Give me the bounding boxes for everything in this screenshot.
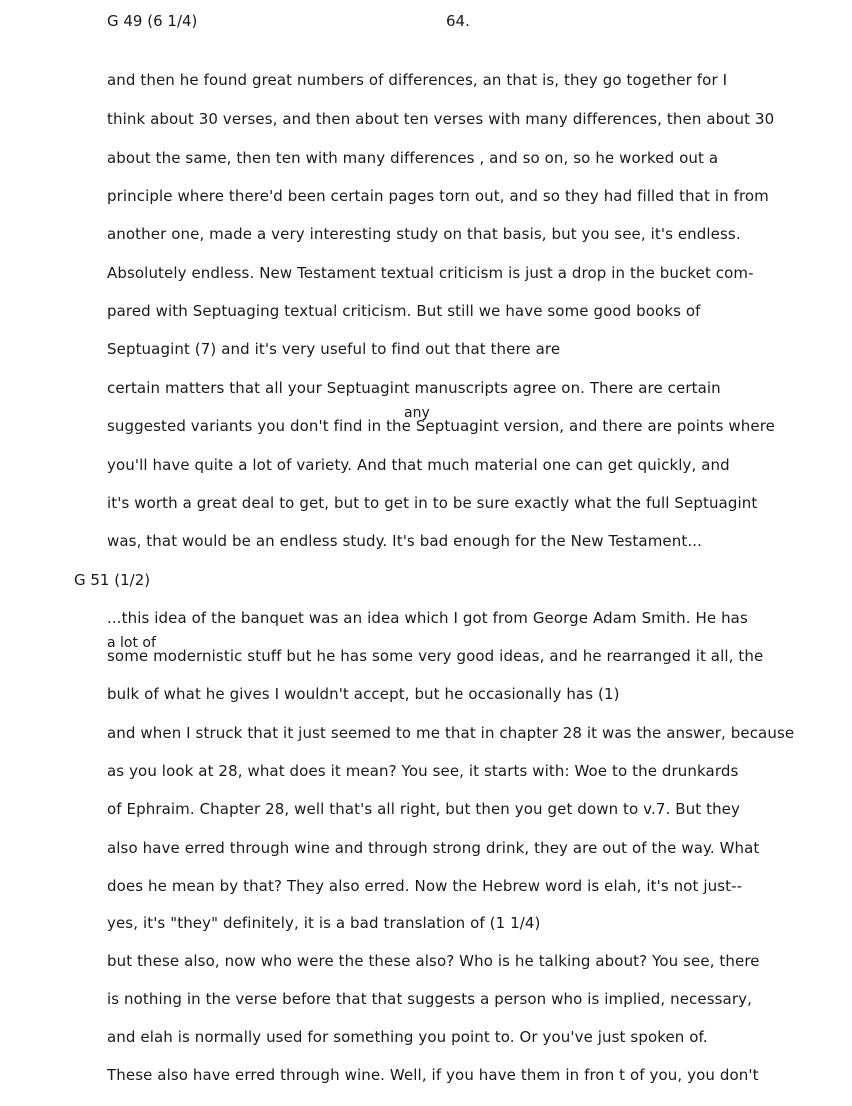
- inserted-words: a lot of: [107, 635, 156, 651]
- text-line: These also have erred through wine. Well, if you have them in fron t of you, you don't: [107, 1066, 759, 1084]
- text-line: and then he found great numbers of differences, an that is, they go together for I: [107, 71, 728, 89]
- text-line: yes, it's "they" definitely, it is a bad translation of (1 1/4): [107, 914, 541, 932]
- text-line: certain matters that all your Septuagint manuscripts agree on. There are certain: [107, 379, 721, 397]
- text-line: and elah is normally used for something you point to. Or you've just spoken of.: [107, 1028, 708, 1046]
- text-line: pared with Septuaging textual criticism. But still we have some good books of: [107, 302, 701, 320]
- text-line: Septuagint (7) and it's very useful to find out that there are: [107, 340, 561, 358]
- section-label: G 51 (1/2): [74, 571, 151, 589]
- text-line: is nothing in the verse before that that suggests a person who is implied, necessary,: [107, 990, 752, 1008]
- page-number: 64.: [446, 12, 470, 30]
- text-line: some modernistic stuff but he has some very good ideas, and he rearranged it all, the: [107, 647, 764, 665]
- text-line: you'll have quite a lot of variety. And that much material one can get quickly, and: [107, 456, 730, 474]
- text-line: Absolutely endless. New Testament textual criticism is just a drop in the bucket com-: [107, 264, 754, 282]
- text-line: of Ephraim. Chapter 28, well that's all right, but then you get down to v.7. But they: [107, 800, 740, 818]
- text-line: and when I struck that it just seemed to me that in chapter 28 it was the answer, because: [107, 724, 795, 742]
- header-label: G 49 (6 1/4): [107, 12, 198, 30]
- text-line: ...this idea of the banquet was an idea which I got from George Adam Smith. He has: [107, 609, 748, 627]
- text-line: principle where there'd been certain pages torn out, and so they had filled that in from: [107, 187, 769, 205]
- text-line: suggested variants you don't find in the Septuagint version, and there are points where: [107, 417, 775, 435]
- text-line: about the same, then ten with many differences , and so on, so he worked out a: [107, 149, 719, 167]
- inserted-word: any: [404, 405, 430, 421]
- text-line: was, that would be an endless study. It's bad enough for the New Testament...: [107, 532, 702, 550]
- text-line: it's worth a great deal to get, but to get in to be sure exactly what the full Septuagint: [107, 494, 758, 512]
- text-line: think about 30 verses, and then about ten verses with many differences, then about 30: [107, 110, 775, 128]
- text-line: does he mean by that? They also erred. Now the Hebrew word is elah, it's not just--: [107, 877, 743, 895]
- text-line: as you look at 28, what does it mean? You see, it starts with: Woe to the drunkards: [107, 762, 739, 780]
- text-line: also have erred through wine and through strong drink, they are out of the way. What: [107, 839, 760, 857]
- text-line: but these also, now who were the these also? Who is he talking about? You see, there: [107, 952, 760, 970]
- text-line: another one, made a very interesting study on that basis, but you see, it's endless.: [107, 225, 741, 243]
- text-line: bulk of what he gives I wouldn't accept, but he occasionally has (1): [107, 685, 620, 703]
